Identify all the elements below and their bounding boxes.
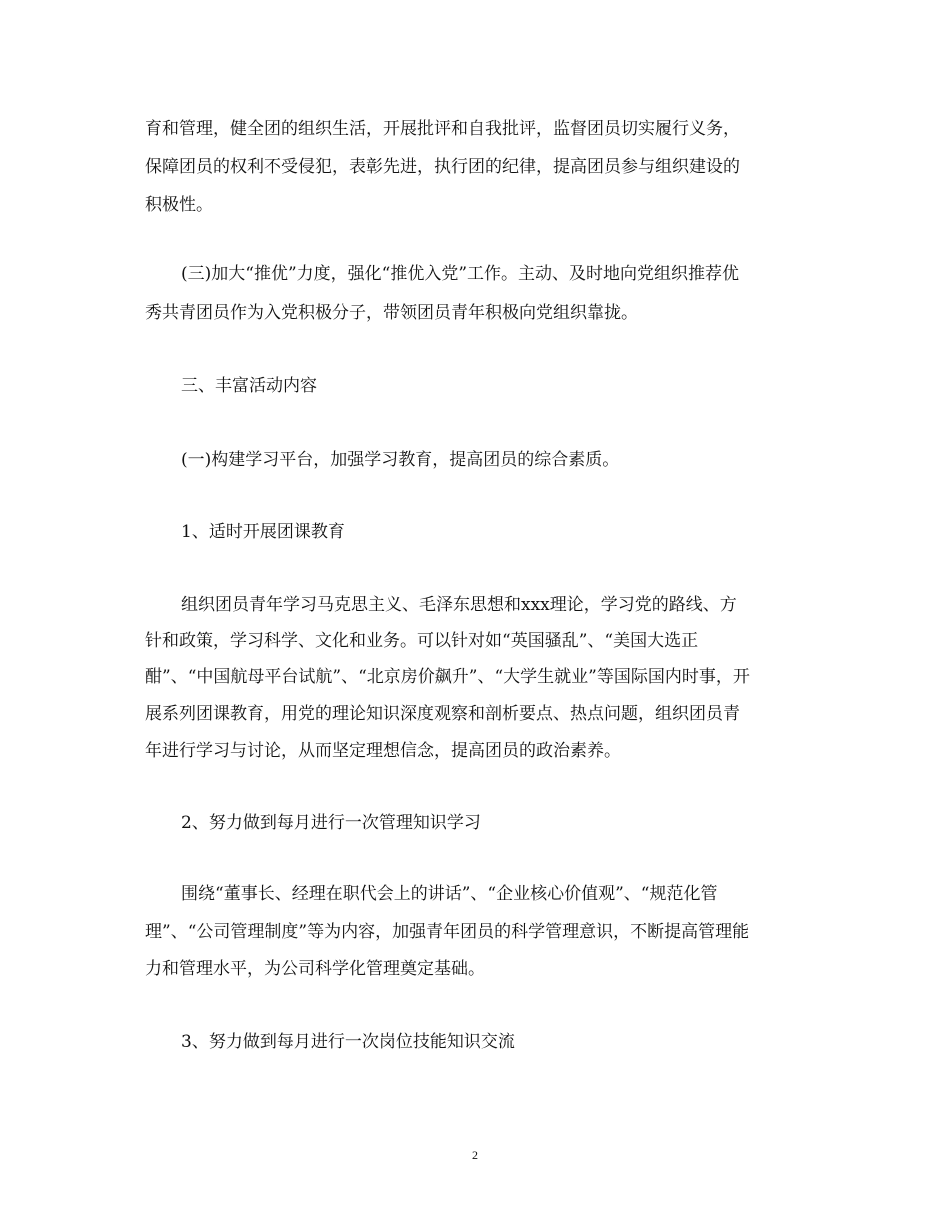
paragraph-line: 理”、“公司管理制度”等为内容，加强青年团员的科学管理意识，不断提高管理能 xyxy=(145,922,750,942)
paragraph-line: 积极性。 xyxy=(145,195,213,215)
paragraph-line: (三)加大“推优”力度，强化“推优入党”工作。主动、及时地向党组织推荐优 xyxy=(181,264,740,284)
item-heading: 3、努力做到每月进行一次岗位技能知识交流 xyxy=(181,1032,515,1052)
item-heading: 1、适时开展团课教育 xyxy=(181,522,345,542)
paragraph-line: 年进行学习与讨论，从而坚定理想信念，提高团员的政治素养。 xyxy=(145,741,621,761)
subsection-heading: (一)构建学习平台，加强学习教育，提高团员的综合素质。 xyxy=(181,450,620,470)
paragraph-line: 展系列团课教育，用党的理论知识深度观察和剖析要点、热点问题，组织团员青 xyxy=(145,704,740,724)
paragraph-line: 保障团员的权利不受侵犯，表彰先进，执行团的纪律，提高团员参与组织建设的 xyxy=(145,157,740,177)
paragraph-line: 酣”、“中国航母平台试航”、“北京房价飙升”、“大学生就业”等国际国内时事，开 xyxy=(145,667,750,687)
paragraph-line: 育和管理，健全团的组织生活，开展批评和自我批评，监督团员切实履行义务， xyxy=(145,119,740,139)
paragraph-line: 针和政策，学习科学、文化和业务。可以针对如“英国骚乱”、“美国大选正 xyxy=(145,631,699,651)
paragraph-line: 力和管理水平，为公司科学化管理奠定基础。 xyxy=(145,959,485,979)
page-number: 2 xyxy=(472,1148,478,1162)
paragraph-line: 组织团员青年学习马克思主义、毛泽东思想和xxx理论，学习党的路线、方 xyxy=(181,595,737,615)
paragraph-line: 围绕“董事长、经理在职代会上的讲话”、“企业核心价值观”、“规范化管 xyxy=(181,884,718,904)
section-heading: 三、丰富活动内容 xyxy=(181,376,317,396)
item-heading: 2、努力做到每月进行一次管理知识学习 xyxy=(181,813,481,833)
paragraph-line: 秀共青团员作为入党积极分子，带领团员青年积极向党组织靠拢。 xyxy=(145,303,638,323)
